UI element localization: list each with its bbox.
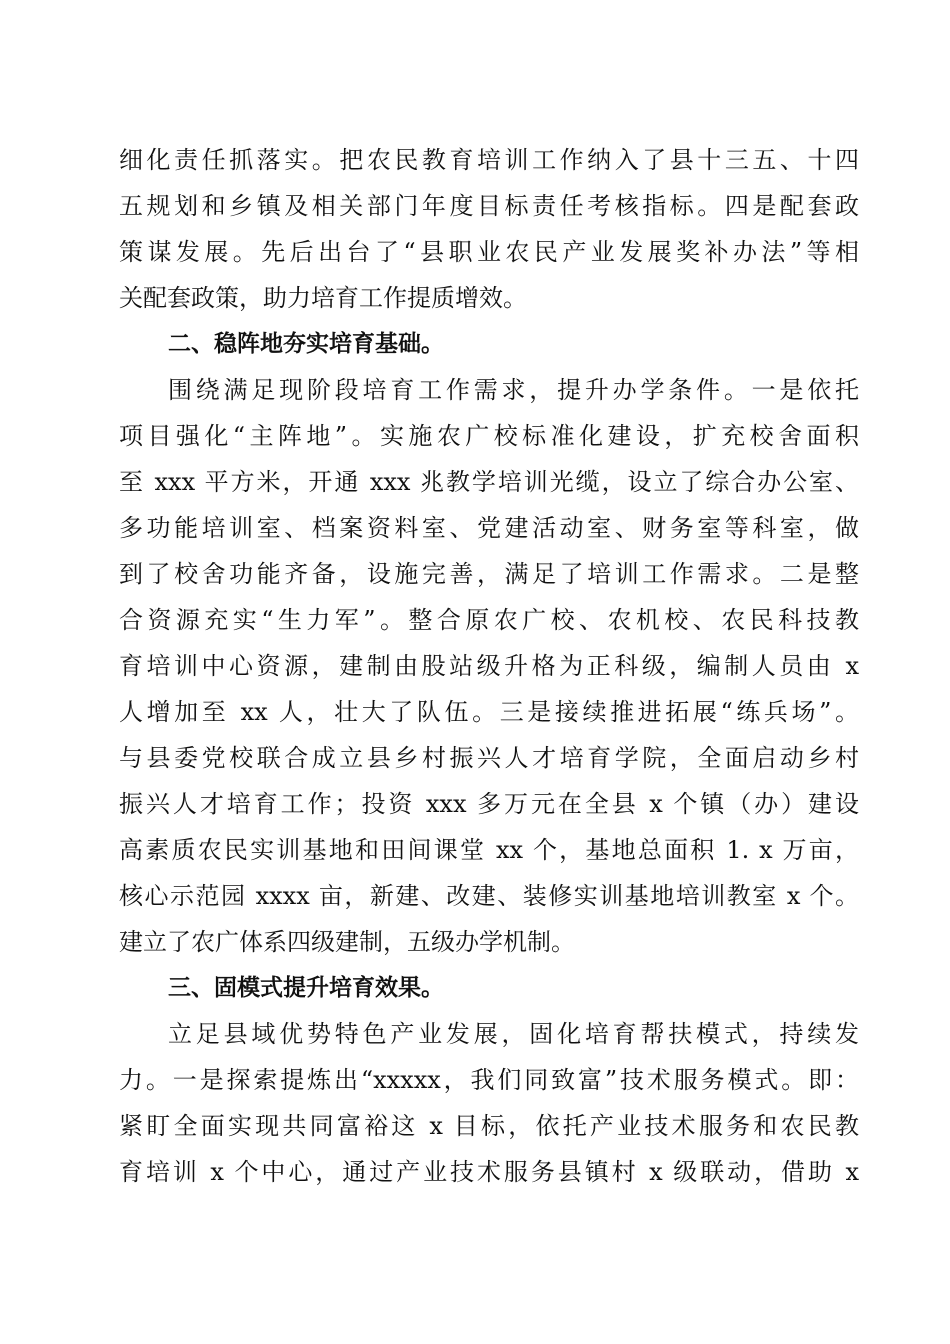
text-line: 建立了农广体系四级建制，五级办学机制。 [119, 928, 575, 956]
text-line: 五规划和乡镇及相关部门年度目标责任考核指标。四是配套政 [119, 192, 859, 220]
text-line: 高素质农民实训基地和田间课堂 xx 个，基地总面积 1. x 万亩， [119, 836, 859, 864]
section-heading: 二、稳阵地夯实培育基础。 [168, 331, 444, 357]
text-line: 振兴人才培育工作；投资 xxx 多万元在全县 x 个镇（办）建设 [119, 790, 859, 818]
text-line: 至 xxx 平方米，开通 xxx 兆教学培训光缆，设立了综合办公室、 [119, 468, 859, 496]
text-line: 到了校舍功能齐备，设施完善，满足了培训工作需求。二是整 [119, 560, 859, 588]
text-line: 立足县域优势特色产业发展，固化培育帮扶模式，持续发 [168, 1020, 859, 1048]
text-line: 核心示范园 xxxx 亩，新建、改建、装修实训基地培训教室 x 个。 [119, 882, 859, 910]
text-line: 关配套政策，助力培育工作提质增效。 [119, 284, 527, 312]
text-line: 多功能培训室、档案资料室、党建活动室、财务室等科室，做 [119, 514, 859, 542]
text-line: 合资源充实“生力军”。整合原农广校、农机校、农民科技教 [119, 606, 859, 634]
text-line: 紧盯全面实现共同富裕这 x 目标，依托产业技术服务和农民教 [119, 1112, 859, 1140]
text-line: 细化责任抓落实。把农民教育培训工作纳入了县十三五、十四 [119, 146, 859, 174]
text-line: 项目强化“主阵地”。实施农广校标准化建设，扩充校舍面积 [119, 422, 859, 450]
section-heading: 三、固模式提升培育效果。 [168, 975, 444, 1001]
text-line: 策谋发展。先后出台了“县职业农民产业发展奖补办法”等相 [119, 238, 859, 266]
text-line: 育培训 x 个中心，通过产业技术服务县镇村 x 级联动，借助 x [119, 1158, 859, 1186]
text-line: 围绕满足现阶段培育工作需求，提升办学条件。一是依托 [168, 376, 859, 404]
text-line: 育培训中心资源，建制由股站级升格为正科级，编制人员由 x [119, 652, 859, 680]
text-line: 人增加至 xx 人，壮大了队伍。三是接续推进拓展“练兵场”。 [119, 698, 859, 726]
text-line: 力。一是探索提炼出“xxxxx，我们同致富”技术服务模式。即： [119, 1066, 859, 1094]
text-line: 与县委党校联合成立县乡村振兴人才培育学院，全面启动乡村 [119, 744, 859, 772]
